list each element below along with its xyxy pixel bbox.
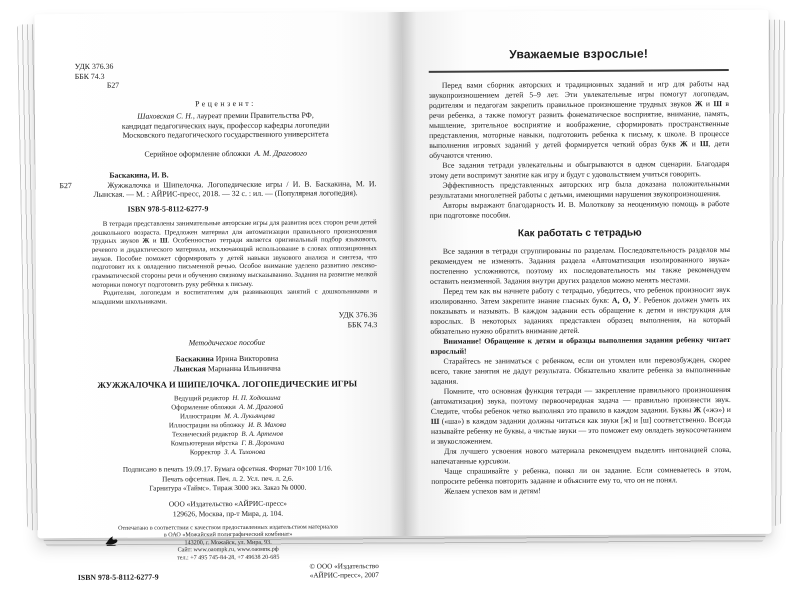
bibliographic-entry [59,169,377,215]
book-code: Б27 [106,81,120,91]
reviewer-name: Шаховская С. Н., [137,111,195,121]
isbn-top: ISBN 978-5-8112-6277-9 [127,204,209,214]
udk-bbk-block [75,60,376,91]
print-line-3: Гарнитура «Таймс». Тираж 3000 экз. Заказ № 0000. [149,483,307,493]
howto-paragraph-4: Старайтесь не заниматься с ребенком, если он утомлен или перевозбужден, скорее всего, такие занятия не дадут результата. Обязательно хвалите ребенка за выполненные задания. [430,354,731,386]
credit-row: Оформление обложки А. М. Драговой [171,404,284,412]
credit-row: Корректор З. А. Тихонова [189,449,266,457]
publisher-name: ООО «Издательство «АЙРИС-пресс» [168,499,288,509]
udk-right: УДК 376.36 [338,309,378,320]
bib-code: Б27 [59,180,72,190]
annotation-paragraph-1: В тетради представлены занимательные авторские игры для развития всех сторон речи детей дошкольного возраста. Предложен материал для автоматизации правильного произношения трудных звуков Ж и Ш. Особенностью тетради является оригинальный подбор языкового, речевого и дидактического материала, исключающий использование в словах оппозиционных звуков. Пособие поможет сформировать у детей навыки звукового анализа и синтеза, что подготовит их к овладению письменной речью. Особое внимание уделено развитию лексико-грамматической стороны речи и обучению связному высказыванию. Задания на развитие мелкой моторики помогут подготовить руку ребёнка к письму. [91,218,378,289]
intro-paragraph-3: Эффективность представленных авторских игр была доказана положительными результатами многолетней работы с детьми, имеющими нарушения звукопроизношения. [429,178,730,200]
howto-paragraph-5: Помните, что основная функция тетради — закрепление правильного произношения (автоматизация) звука, поэтому первоочередная задача — правильно произнести звук. Следите, чтобы ребенок четко выполнял это правило в каждом задании. Буквы Ж («жэ») и Ш («ша») в каждом задании должны читаться как звуки [ж] и [ш] соответственно. Всегда называйте ребенку не буквы, а чистые звуки — это поможет ему овладеть звукосочетанием и звукосложением. [430,384,731,446]
open-book [34,10,771,582]
howto-paragraph-3: Внимание! Обращение к детям и образцы выполнения задания ребенку читает взрослый! [430,334,731,356]
reviewer-line-3: Московского педагогического государственного университета [122,129,329,141]
right-page-introduction [401,10,771,536]
edition-type: Методическое пособие [188,337,266,348]
print-info-block [77,464,378,494]
howto-paragraph-6: Для лучшего усвоения нового материала рекомендуем выделять интонацией слова, напечатанные курсивом. [431,444,732,466]
printing-house-logo-icon [104,534,119,550]
annotation-paragraph-2: Родителям, логопедам и воспитателям для развивающих занятий с дошкольниками и младшими школьниками. [92,288,378,306]
isbn-bottom: ISBN 978-5-8112-6277-9 [77,572,159,582]
howto-paragraph-2: Перед тем как вы начнете работу с тетрадью, убедитесь, что ребенок произносит звук изолированно. Затем закрепите знание гласных букв: А, О, У. Ребенок должен уметь их показывать и называть. В каждом задании есть обращение к детям и инструкция для взрослых. В некоторых заданиях представлен образец выполнения, на который обязательно нужно обратить внимание детей. [430,284,731,336]
printing-house-block [78,524,379,564]
author-1: Баскакина Ирина Викторовна [175,353,279,364]
howto-paragraph-7: Чаще спрашивайте у ребенка, понял ли он задание. Если сомневаетесь в этом, попросите ребенка повторить задание и объясните ему то, что он не понял. [431,464,732,486]
udk-top: УДК 376.36 [74,61,114,72]
howto-paragraph-8: Желаем успехов вам и детям! [444,485,541,496]
series-design-line: Серийное оформление обложки А. М. Драгового [144,148,308,159]
bbk-right: ББК 74.3 [347,319,378,330]
intro-paragraph-1: Перед вами сборник авторских и традиционных заданий и игр для работы над звукопроизношением детей 5–9 лет. Эти увлекательные игры помогут логопедам, родителям и педагогам закрепить правильное произношение трудных звуков Ж и Ш в речи ребенка, а также помогут развить фонематическое восприятие, внимание, память, мышление, зрительное восприятие и воображение, сформировать пространственные представления, моторные навыки, подготовить ребенка к письму, к школе. В процессе выполнения игровых заданий у детей формируется четкий образ букв Ж и Ш, дети обучаются чтению. [428,78,730,160]
print-line-1: Подписано в печать 19.09.17. Бумага офсетная. Формат 70×100 1/16. [122,464,333,474]
printed-line-1: Отпечатано в соответствии с качеством предоставленных издательством материалов [118,523,338,532]
copyright-block: © ООО «Издательство «АЙРИС-пресс», 2007 [309,561,379,580]
author-2: Лынская Марианна Ильинична [173,363,281,374]
credit-row: Компьютерная вёрстка Г. В. Доронина [170,440,285,448]
publisher-address: 129626, Москва, пр-т Мира, д. 104. [172,508,284,519]
intro-paragraph-4: Авторы выражают благодарность И. В. Молоткову за неоценимую помощь в работе при подготовке пособия. [429,198,730,220]
reviewer-line-2: кандидат педагогических наук, профессор кафедры логопедии [121,120,330,131]
bib-author: Баскакина, И. В. [109,170,169,180]
authors-block [76,353,377,376]
book-spread [34,10,771,582]
udk-bbk-right-block [76,310,377,332]
credits-list [77,395,378,460]
reviewer-block [75,98,376,141]
bbk-top: ББК 74.3 [74,71,105,81]
printed-line-2: в ОАО «Можайский полиграфический комбинат» [163,531,293,539]
reviewer-line-1: Шаховская С. Н., лауреат премии Правительства РФ, [137,110,314,121]
series-designer-name: А. М. Драгового [254,148,308,159]
annotation-block [92,219,378,308]
intro-paragraph-2: Все задания тетради увлекательны и обыгрываются в одном сценарии. Благодаря этому дети воспримут занятие как игру и будут с удовольствием учиться говорить. [429,158,730,180]
publisher-block [77,498,378,519]
reviewer-heading: Рецензент: [195,99,256,109]
printed-line-3: 143200, г. Можайск, ул. Мира, 93. [184,539,272,547]
imprint-bottom-row [78,562,379,597]
bib-description: Жужжалочка и Шипелочка. Логопедические игры / И. В. Баскакина, М. И. Лынская. — М. : АЙРИС-пресс, 2018. — 32 с. : ил. — (Популярная логопедия). [93,178,377,200]
section-subheading: Как работать с тетрадью [517,227,642,239]
printed-line-4: Сайт: www.oaompk.ru, www.оаомпк.рф [177,547,279,554]
printed-line-5: тел.: +7 495 745-84-28, +7 49638 20-685 [177,554,280,562]
book-title: ЖУЖЖАЛОЧКА И ШИПЕЛОЧКА. ЛОГОПЕДИЧЕСКИЕ ИГРЫ [97,377,358,390]
credit-row: Иллюстрации М. А. Лукьянцева [179,413,275,421]
page-heading: Уважаемые взрослые! [429,46,729,72]
credit-row: Иллюстрации на обложку И. В. Махова [168,422,287,430]
left-page-imprint [34,12,404,582]
howto-paragraph-1: Все задания в тетради сгруппированы по разделам. Последовательность разделов мы рекомендуем не изменять. Задания раздела «Автоматизация изолированного звука» постепенно усложняются, поэтому их последовательность мы также рекомендуем оставить неизменной. Задания внутри других разделов можно менять местами. [429,244,731,286]
credit-row: Технический редактор В. А. Артемов [171,431,283,439]
print-line-2: Печать офсетная. Печ. л. 2. Усл. печ. л. 2,6. [162,474,294,484]
credit-row: Ведущий редактор Н. П. Ходюшина [173,395,281,403]
